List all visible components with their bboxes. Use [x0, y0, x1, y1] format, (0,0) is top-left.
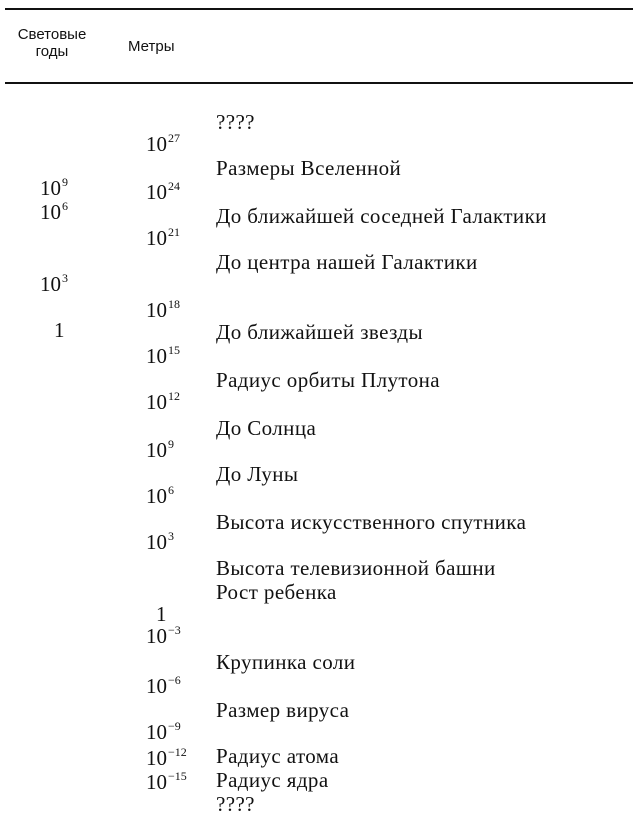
- meters-value: $10^6$: [146, 483, 174, 508]
- meters-value: $10^{-6}$: [146, 673, 181, 698]
- meters-value: $10^{21}$: [146, 225, 180, 250]
- description: До центра нашей Галактики: [216, 250, 478, 274]
- meters-value: $10^{15}$: [146, 343, 180, 368]
- description: До ближайшей соседней Галактики: [216, 204, 547, 228]
- meters-value: $10^{-9}$: [146, 719, 181, 744]
- header-meters: Метры: [128, 38, 175, 55]
- meters-value: $10^{12}$: [146, 389, 180, 414]
- header-light-years: [6, 26, 98, 60]
- meters-value: 1: [156, 602, 167, 626]
- description: Радиус орбиты Плутона: [216, 368, 440, 392]
- description: Крупинка соли: [216, 650, 356, 674]
- header-bottom-rule: [5, 82, 633, 84]
- meters-value: $10^{24}$: [146, 179, 180, 204]
- meters-value: $10^{-3}$: [146, 623, 181, 648]
- description: Размеры Вселенной: [216, 156, 402, 180]
- header-light-years-line1: Световые: [17, 26, 87, 43]
- description: Высота телевизионной башни: [216, 556, 496, 580]
- description: Радиус атома: [216, 744, 340, 768]
- description: ????: [216, 110, 255, 134]
- meters-value: $10^{-12}$: [146, 745, 187, 770]
- meters-value: $10^{18}$: [146, 297, 180, 322]
- description: До Луны: [216, 462, 299, 486]
- description: До Солнца: [216, 416, 317, 440]
- meters-value: $10^{27}$: [146, 131, 180, 156]
- top-rule: [5, 8, 633, 10]
- meters-value: $10^9$: [146, 437, 174, 462]
- light-years-value: $10^3$: [40, 271, 68, 296]
- description: Рост ребенка: [216, 580, 337, 604]
- meters-value: $10^{-15}$: [146, 769, 187, 794]
- light-years-value: 1: [54, 318, 65, 342]
- description: До ближайшей звезды: [216, 320, 423, 344]
- meters-value: $10^3$: [146, 529, 174, 554]
- description: Высота искусственного спутника: [216, 510, 527, 534]
- light-years-value: $10^9$: [40, 175, 68, 200]
- description: Размер вируса: [216, 698, 350, 722]
- light-years-value: $10^6$: [40, 199, 68, 224]
- description: Радиус ядра: [216, 768, 329, 792]
- header-light-years-line2: годы: [35, 43, 69, 60]
- description: ????: [216, 792, 255, 816]
